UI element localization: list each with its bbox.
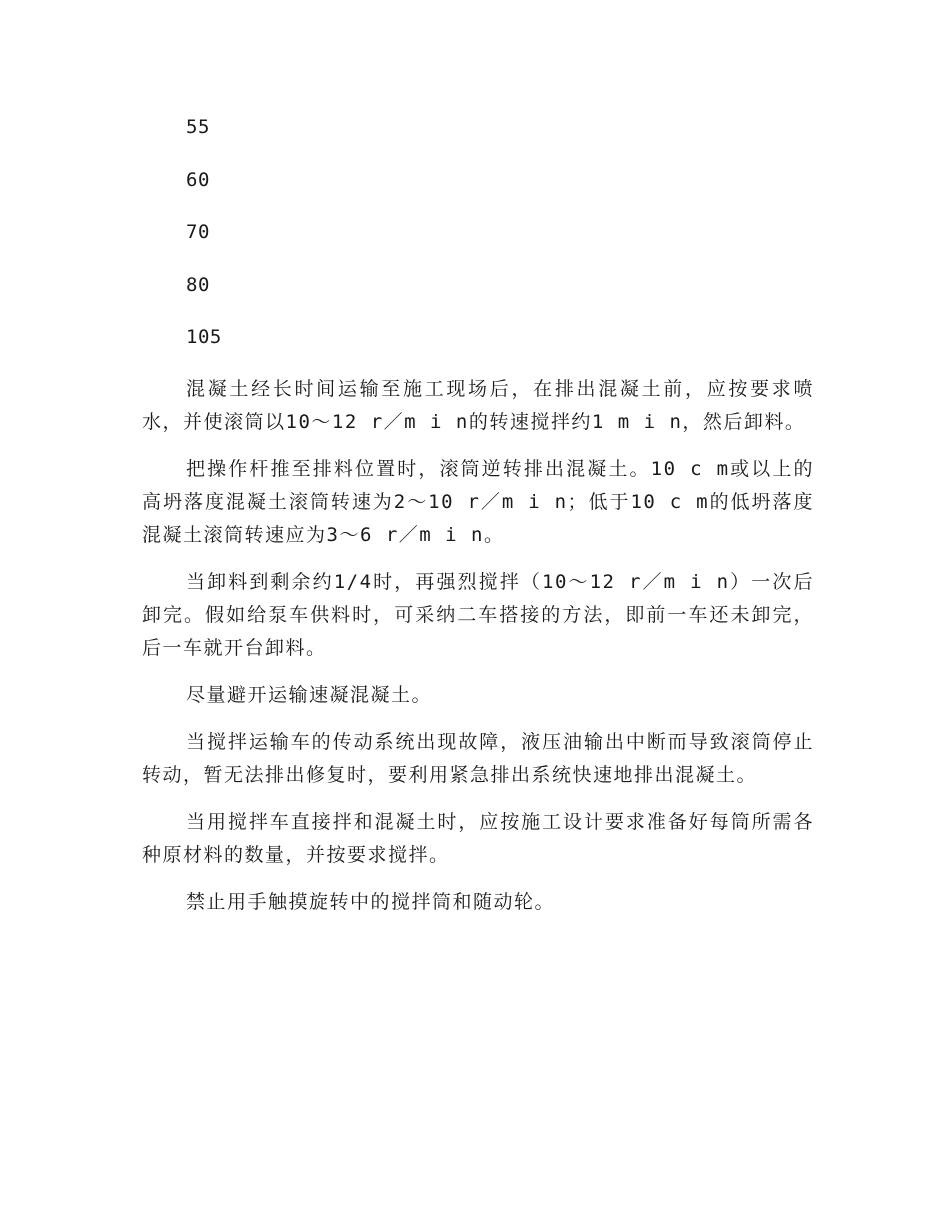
list-item: 70 bbox=[186, 221, 210, 243]
paragraph-mixing-before-discharge: 混凝土经长时间运输至施工现场后，在排出混凝土前，应按要求喷水，并使滚筒以10～12 r／m i n的转速搅拌约1 m i n，然后卸料。 bbox=[142, 378, 814, 433]
list-item: 55 bbox=[186, 116, 210, 138]
list-item: 80 bbox=[186, 273, 210, 296]
paragraph-discharge-speed: 把操作杆推至排料位置时，滚筒逆转排出混凝土。10 c m或以上的高坍落度混凝土滚筒转速为2～10 r／m i n；低于10 c m的低坍落度混凝土滚筒转速应为3～6 r／m i n。 bbox=[142, 458, 814, 546]
paragraph-avoid-quick-setting: 尽量避开运输速凝混凝土。 bbox=[186, 684, 433, 706]
paragraph-emergency-discharge: 当搅拌运输车的传动系统出现故障，液压油输出中断而导致滚筒停止转动，暂无法排出修复时，要利用紧急排出系统快速地排出混凝土。 bbox=[142, 731, 814, 786]
list-item: 60 bbox=[186, 168, 210, 191]
document-body bbox=[142, 373, 814, 933]
list-item: 105 bbox=[186, 326, 222, 348]
paragraph-direct-mixing: 当用搅拌车直接拌和混凝土时，应按施工设计要求准备好每筒所需各种原材料的数量，并按要求搅拌。 bbox=[142, 811, 814, 866]
number-list bbox=[186, 114, 222, 377]
paragraph-final-unloading: 当卸料到剩余约1/4时，再强烈搅拌（10～12 r／m i n）一次后卸完。假如给泵车供料时，可采纳二车搭接的方法，即前一车还未卸完，后一车就开台卸料。 bbox=[142, 571, 814, 659]
paragraph-safety-warning: 禁止用手触摸旋转中的搅拌筒和随动轮。 bbox=[186, 891, 556, 913]
